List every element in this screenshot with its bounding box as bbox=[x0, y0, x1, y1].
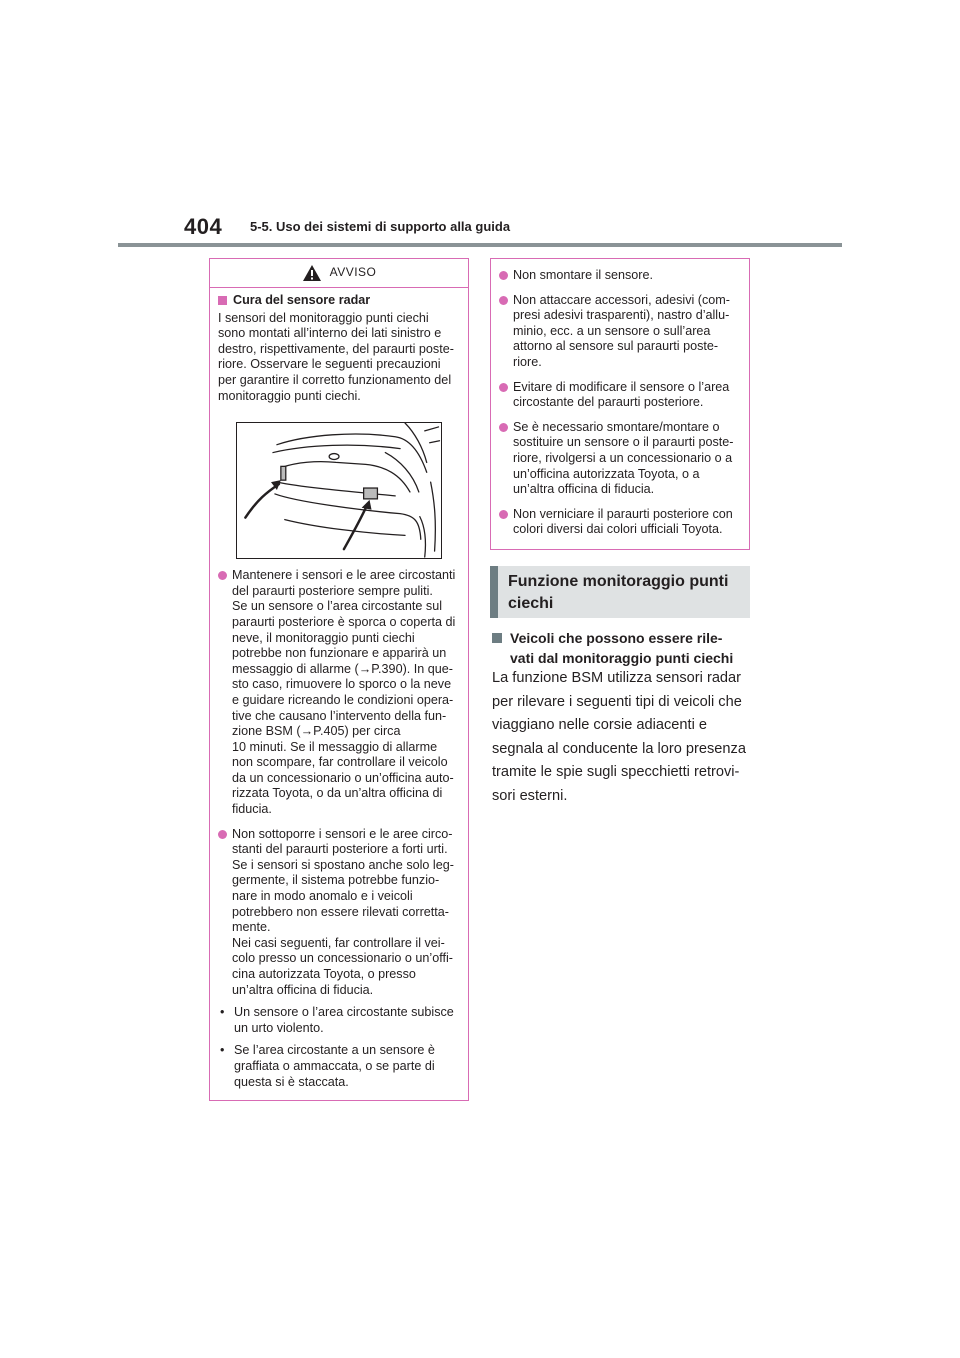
warning-bullet bbox=[499, 380, 741, 411]
warning-continued-box bbox=[490, 258, 750, 550]
warning-triangle-icon bbox=[302, 264, 322, 282]
warning-bullet bbox=[218, 827, 460, 999]
warning-bullet-text: Non verniciare il paraurti posteriore con colori diversi dai colori ufficiali Toyota. bbox=[513, 506, 733, 537]
warning-bullet-text: Mantenere i sensori e le aree circostanti del paraurti posteriore sempre puliti. Se un sensore o l’area circostante sul paraurti posteriore è sporca o coperta di neve, il monitoraggio punti ciechi potrebbe non funzionare e apparirà un messaggio di allarme (→P.390). In que- sto caso, rimuovere lo sporco o la neve e guidare ricreando le condizioni opera- tive che causano l’intervento della fun- zione BSM (→P.405) per circa 10 minuti. Se il messaggio di allarme non scompare, far controllare il veicolo da un concessionario o un’officina auto- rizzata Toyota, o da un’altra officina di fiducia. bbox=[232, 568, 456, 817]
warning-sub-bullet-text: Un sensore o l’area circostante subisce un urto violento. bbox=[234, 1005, 454, 1035]
warning-sub-bullet bbox=[218, 1043, 460, 1090]
vehicles-subheading bbox=[492, 628, 754, 668]
warning-subheading bbox=[218, 293, 460, 309]
warning-bullet-text: Non sottoporre i sensori e le aree circo- stanti del paraurti posteriore a forti urti. Se i sensori si spostano anche solo leg- germente, il sistema potrebbe funzio- nare in modo anomalo e i veicoli potrebbero non essere rilevati corretta- mente. Nei casi seguenti, far controllare il vei- colo presso un concessionario o un’offi- cina autorizzata Toyota, o presso un’altra officina di fiducia. bbox=[232, 826, 454, 997]
bullet-dot-icon bbox=[499, 271, 508, 280]
bullet-dot-icon bbox=[499, 510, 508, 519]
warning-bullet-text: Evitare di modificare il sensore o l’area circostante del paraurti posteriore. bbox=[513, 379, 730, 410]
rear-bumper-sensor-illustration bbox=[236, 422, 442, 559]
warning-bullet bbox=[499, 268, 741, 284]
warning-bullet-text: Non smontare il sensore. bbox=[513, 268, 653, 282]
section-title: 5-5. Uso dei sistemi di supporto alla guida bbox=[250, 219, 511, 234]
function-section-heading: Funzione monitoraggio punti ciechi bbox=[490, 566, 750, 618]
bullet-dot-icon bbox=[499, 383, 508, 392]
square-marker-icon bbox=[218, 296, 227, 305]
warning-intro: I sensori del monitoraggio punti ciechi sono montati all’interno dei lati sinistro e destro, rispettivamente, del paraurti poste- riore. Osservare le seguenti precauzioni per garantire il corretto funzionamento del monitoraggio punti ciechi. bbox=[218, 310, 454, 403]
warning-bullet bbox=[499, 507, 741, 538]
warning-bullet bbox=[218, 568, 460, 818]
warning-bullet bbox=[499, 420, 741, 498]
warning-body bbox=[210, 288, 468, 1090]
bullet-dot-icon bbox=[218, 571, 227, 580]
square-marker-icon bbox=[492, 633, 502, 643]
small-bullet-icon: • bbox=[220, 1043, 225, 1058]
header-rule bbox=[118, 243, 842, 247]
function-body-text: La funzione BSM utilizza sensori radar per rilevare i seguenti tipi di veicoli che viaggiano nelle corsie adiacenti e segnala al conducente la loro presenza tramite le spie sugli specchietti retrovi- sori esterni. bbox=[492, 670, 746, 804]
warning-bullet-text: Non attaccare accessori, adesivi (com- presi adesivi trasparenti), nastro d’allu- minio, ecc. a un sensore o sull’area attorno al sensore sul paraurti poste- riore. bbox=[513, 292, 730, 369]
warning-continued-body bbox=[491, 259, 749, 538]
bullet-dot-icon bbox=[218, 830, 227, 839]
warning-bullet bbox=[499, 293, 741, 371]
bullet-dot-icon bbox=[499, 296, 508, 305]
warning-box bbox=[209, 258, 469, 1101]
warning-sub-bullet-text: Se l’area circostante a un sensore è graffiata o ammaccata, o se parte di questa si è staccata. bbox=[234, 1043, 435, 1089]
bullet-dot-icon bbox=[499, 423, 508, 432]
vehicles-subheading-text: Veicoli che possono essere rile- vati dal monitoraggio punti ciechi bbox=[510, 630, 734, 666]
warning-bullet-text: Se è necessario smontare/montare o sostituire un sensore o il paraurti poste- riore, rivolgersi a un concessionario o a un’officina autorizzata Toyota, o a un’altra officina di fiducia. bbox=[513, 419, 734, 497]
warning-header bbox=[210, 259, 468, 288]
small-bullet-icon: • bbox=[220, 1005, 225, 1020]
warning-sub-bullet bbox=[218, 1005, 460, 1036]
warning-title: AVVISO bbox=[329, 265, 377, 280]
warning-subheading-text: Cura del sensore radar bbox=[233, 293, 371, 307]
page-number: 404 bbox=[184, 214, 223, 239]
